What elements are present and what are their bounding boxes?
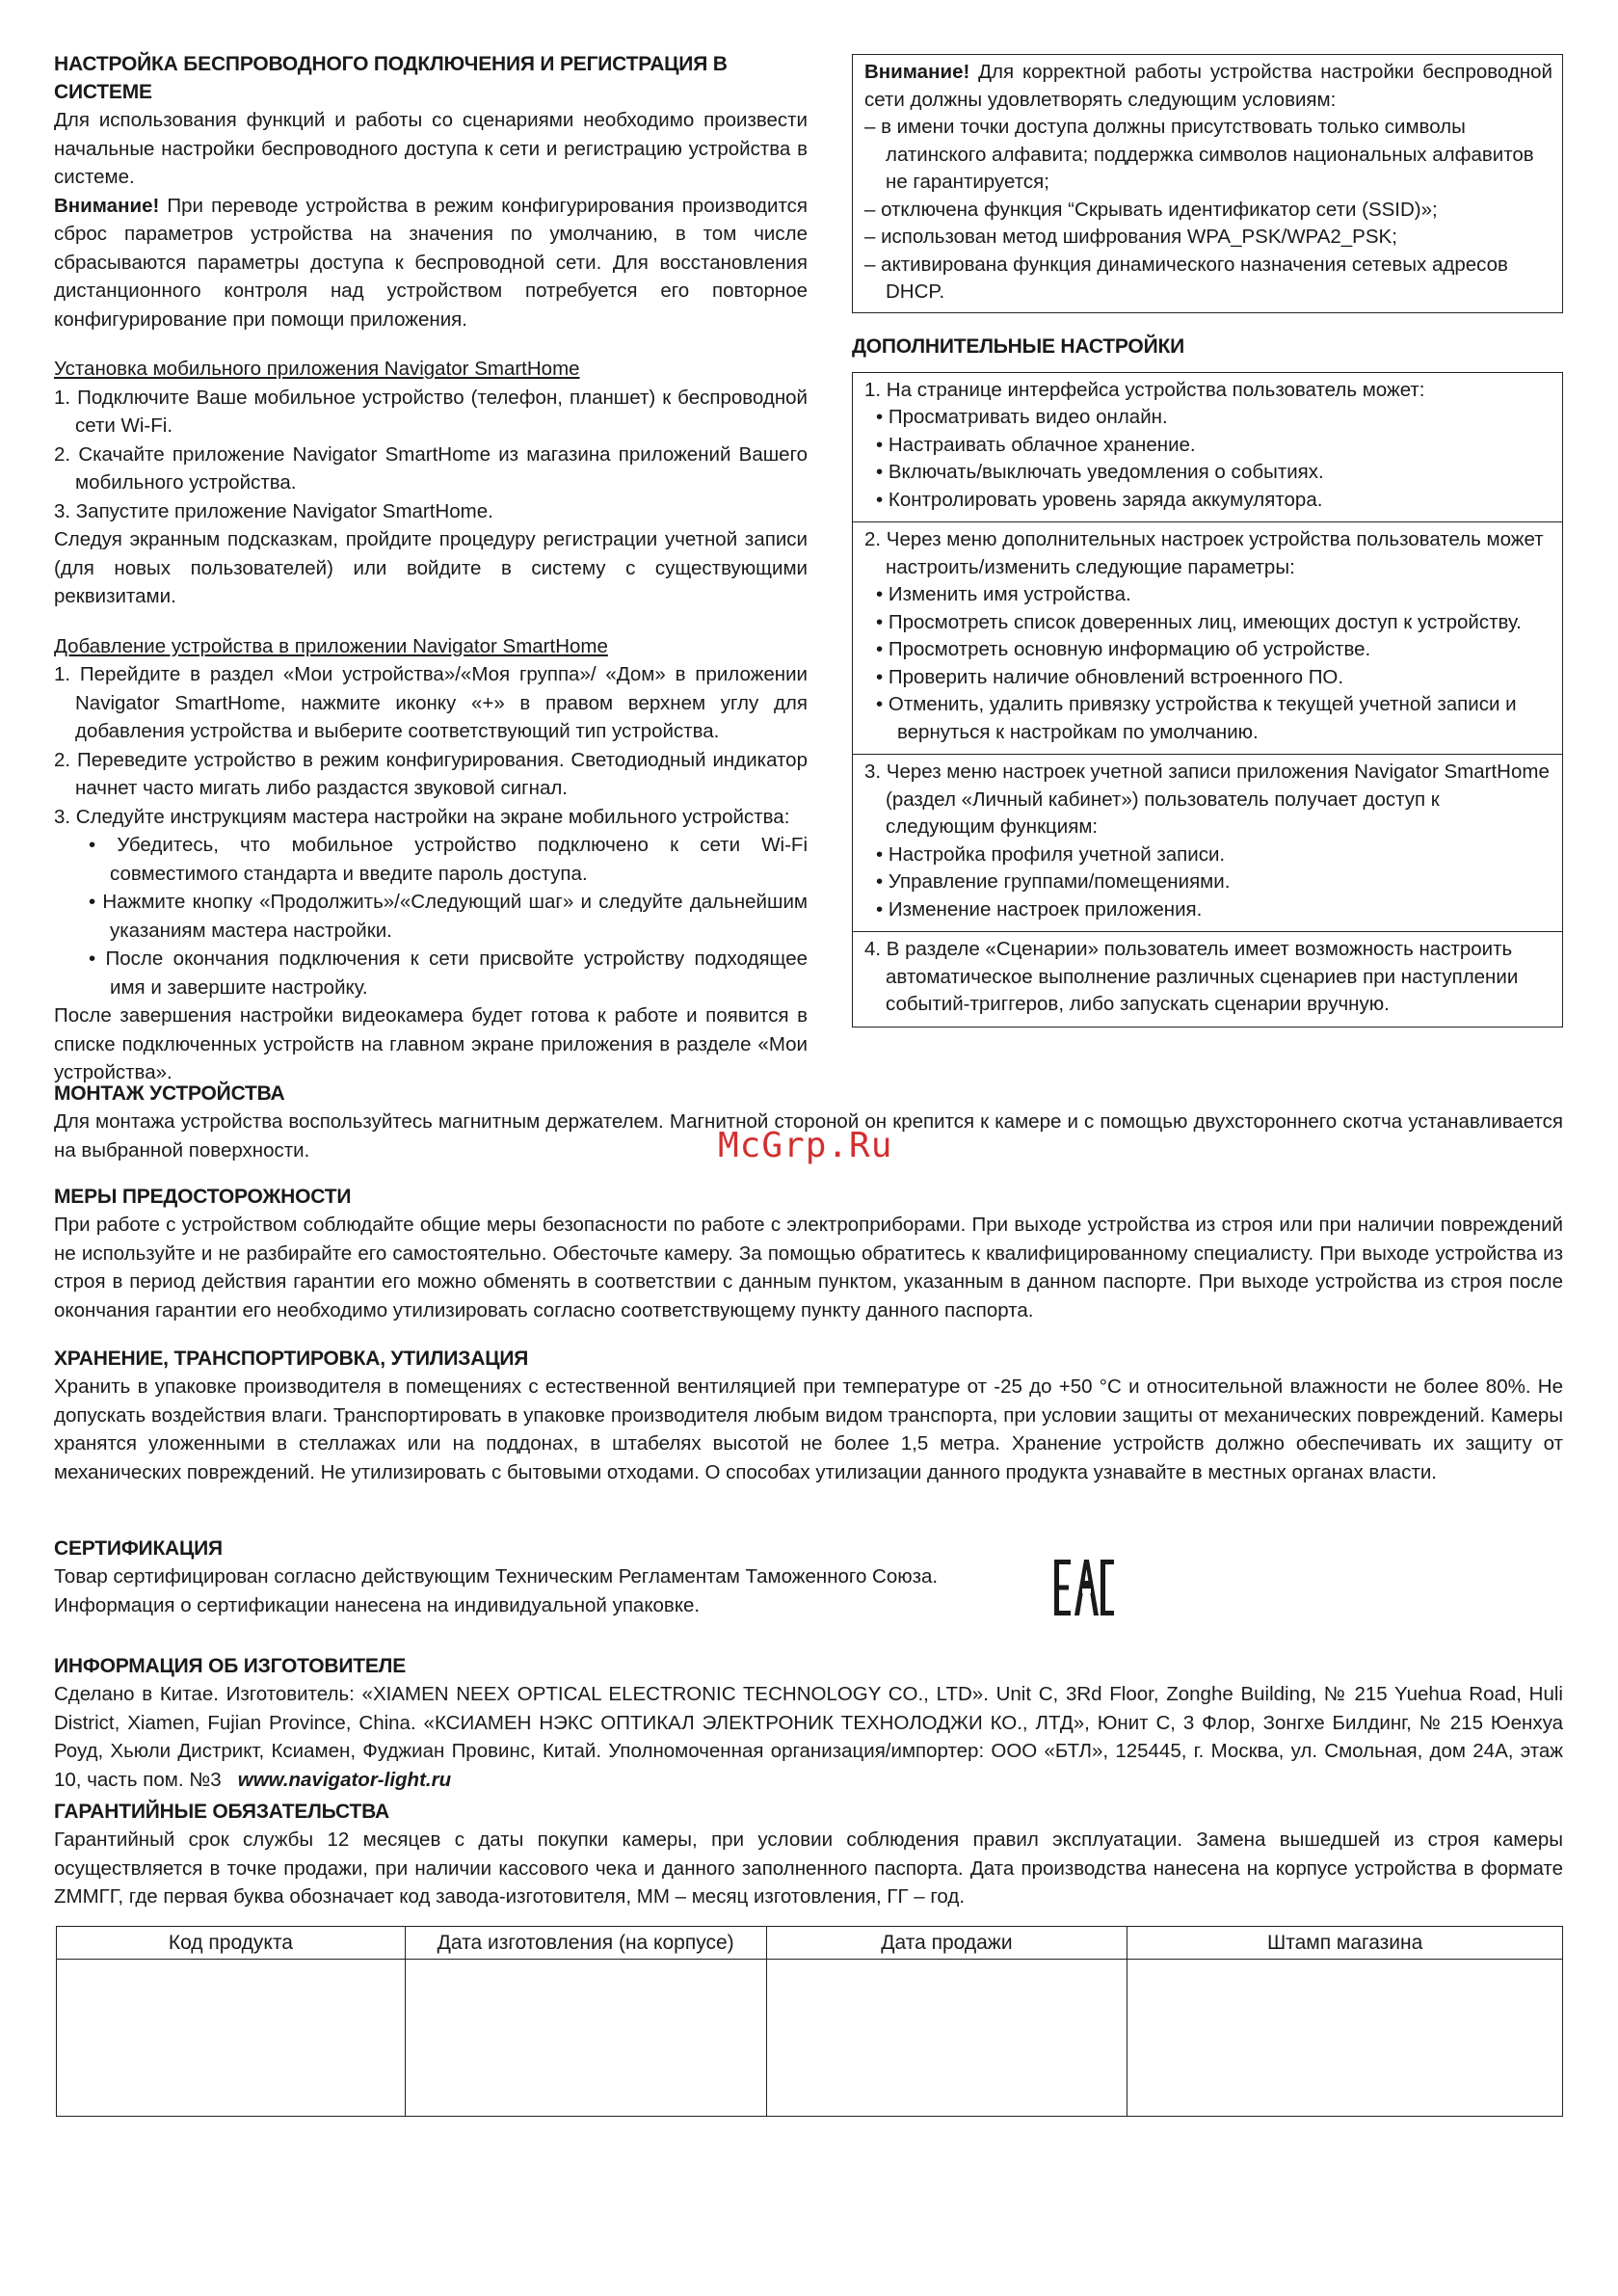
- setup-attention: [54, 192, 808, 334]
- extra-settings-list: [864, 404, 1552, 514]
- extra-settings-item: • Просмотреть основную информацию об устройстве.: [876, 638, 1371, 660]
- warranty-table-header: Дата изготовления (на корпусе): [405, 1927, 766, 1960]
- install-step: 2. Скачайте приложение Navigator SmartHome из магазина приложений Вашего мобильного устройства.: [54, 442, 808, 494]
- warranty-title: ГАРАНТИЙНЫЕ ОБЯЗАТЕЛЬСТВА: [54, 1801, 389, 1823]
- wizard-bullet: • Убедитесь, что мобильное устройство подключено к сети Wi-Fi совместимого стандарта и введите пароль доступа.: [89, 834, 808, 885]
- extra-settings-lead: 1. На странице интерфейса устройства пользователь может:: [864, 378, 1425, 401]
- safety-section: [54, 1183, 1563, 1324]
- network-condition: – в имени точки доступа должны присутствовать только символы латинского алфавита; поддержка символов национальных алфавитов не гарантируется;: [864, 116, 1534, 193]
- store-stamp-cell[interactable]: [1127, 1960, 1563, 2117]
- manufacturer-section: [54, 1652, 1563, 1794]
- cert-line-1: Товар сертифицирован согласно действующим Техническим Регламентам Таможенного Союза.: [54, 1565, 939, 1588]
- network-condition: – отключена функция “Скрывать идентификатор сети (SSID)»;: [864, 198, 1438, 221]
- warranty-table-header: Дата продажи: [766, 1927, 1127, 1960]
- safety-text: При работе с устройством соблюдайте общие меры безопасности по работе с электроприборами. При выходе устройства из строя или при наличии повреждений не используйте и не разбирайте его самостоятельно. Обесточьте камеру. За помощью обратитесь к квалифицированному специалисту. При выходе устройства из строя в период действия гарантии его можно обменять в соответствии с данным пунктом, указанным в данном паспорте. При выходе устройства из строя после окончания гарантии его необходимо утилизировать согласно соответствующему пункту данного паспорта.: [54, 1214, 1563, 1322]
- extra-settings-item: • Контролировать уровень заряда аккумулятора.: [876, 488, 1323, 511]
- extra-settings-list: [864, 581, 1552, 746]
- network-conditions: [864, 114, 1552, 307]
- watermark: McGrp.Ru: [718, 1126, 893, 1165]
- attention-label: Внимание!: [864, 61, 970, 83]
- extra-settings-item: • Изменить имя устройства.: [876, 583, 1131, 605]
- extra-settings-cell: [853, 522, 1562, 755]
- extra-settings-lead: 3. Через меню настроек учетной записи приложения Navigator SmartHome (раздел «Личный кабинет») пользователь получает доступ к следующим функциям:: [864, 761, 1550, 838]
- extra-settings-item: • Просмотреть список доверенных лиц, имеющих доступ к устройству.: [876, 610, 1522, 633]
- add-device-paragraph: После завершения настройки видеокамера будет готова к работе и появится в списке подключенных устройств на главном экране приложения в разделе «Мои устройства».: [54, 1004, 808, 1083]
- warranty-table-row: [57, 1960, 1563, 2117]
- extra-settings-item: • Управление группами/помещениями.: [876, 870, 1231, 893]
- eac-mark-icon: [1054, 1560, 1114, 1615]
- attention-text: Для корректной работы устройства настройки беспроводной сети должны удовлетворять следующим условиям:: [864, 61, 1552, 111]
- warranty-table-header: Код продукта: [57, 1927, 406, 1960]
- manufacturer-text: [54, 1680, 1563, 1794]
- install-paragraph: Следуя экранным подсказкам, пройдите процедуру регистрации учетной записи (для новых пользователей) или войдите в систему с существующими реквизитами.: [54, 528, 808, 607]
- add-device-title: Добавление устройства в приложении Navigator SmartHome: [54, 634, 608, 657]
- manufacture-date-cell[interactable]: [405, 1960, 766, 2117]
- warranty-table-header: Штамп магазина: [1127, 1927, 1563, 1960]
- extra-settings-list: [864, 841, 1552, 924]
- extra-settings-lead: 2. Через меню дополнительных настроек устройства пользователь может настроить/изменить следующие параметры:: [864, 528, 1544, 578]
- add-step: 1. Перейдите в раздел «Мои устройства»/«Моя группа»/ «Дом» в приложении Navigator SmartHome, нажмите иконку «+» в правом верхнем углу для добавления устройства и выберите соответствующий тип устройства.: [54, 663, 808, 742]
- warranty-section: [54, 1798, 1563, 1911]
- network-condition: – использован метод шифрования WPA_PSK/WPA2_PSK;: [864, 226, 1397, 248]
- product-code-cell[interactable]: [57, 1960, 406, 2117]
- extra-settings-item: • Изменение настроек приложения.: [876, 897, 1203, 921]
- right-column: [852, 54, 1563, 1028]
- attention-text: При переводе устройства в режим конфигурирования производится сброс параметров устройства на значения по умолчанию, в том числе сбрасываются параметры доступа к беспроводной сети. Для восстановления дистанционного контроля над устройством потребуется его повторное конфигурирование при помощи приложения.: [54, 194, 808, 331]
- wizard-bullets: [54, 831, 808, 1001]
- safety-title: МЕРЫ ПРЕДОСТОРОЖНОСТИ: [54, 1186, 352, 1208]
- extra-settings-item: • Проверить наличие обновлений встроенного ПО.: [876, 665, 1344, 688]
- network-attention-intro: [864, 59, 1552, 114]
- add-step: 3. Следуйте инструкциям мастера настройки на экране мобильного устройства:: [54, 805, 790, 828]
- extra-settings-cell: [853, 373, 1562, 523]
- setup-paragraph: Для использования функций и работы со сценариями необходимо произвести начальные настройки беспроводного доступа к сети и регистрацию устройства в системе.: [54, 109, 808, 188]
- wizard-bullet: • После окончания подключения к сети присвойте устройству подходящее имя и завершите настройку.: [89, 948, 808, 999]
- extra-settings-item: • Просматривать видео онлайн.: [876, 406, 1168, 428]
- network-attention-box: [852, 54, 1563, 313]
- extra-settings-item: • Включать/выключать уведомления о событиях.: [876, 461, 1324, 483]
- manufacturer-url-link[interactable]: www.navigator-light.ru: [237, 1768, 452, 1791]
- wizard-bullet: • Нажмите кнопку «Продолжить»/«Следующий шаг» и следуйте дальнейшим указаниям мастера настройки.: [89, 891, 808, 942]
- install-steps: [54, 384, 808, 526]
- extra-settings-item: • Отменить, удалить привязку устройства к текущей учетной записи и вернуться к настройкам по умолчанию.: [876, 693, 1517, 743]
- extra-settings-cell: [853, 755, 1562, 932]
- extra-settings-item: • Настраивать облачное хранение.: [876, 433, 1196, 456]
- attention-label: Внимание!: [54, 194, 160, 217]
- mount-title: МОНТАЖ УСТРОЙСТВА: [54, 1082, 285, 1105]
- setup-title: НАСТРОЙКА БЕСПРОВОДНОГО ПОДКЛЮЧЕНИЯ И РЕГИСТРАЦИЯ В СИСТЕМЕ: [54, 53, 728, 103]
- cert-section: [54, 1535, 1056, 1619]
- cert-line-2: Информация о сертификации нанесена на индивидуальной упаковке.: [54, 1593, 701, 1616]
- install-step: 1. Подключите Ваше мобильное устройство (телефон, планшет) к беспроводной сети Wi-Fi.: [54, 386, 808, 437]
- warranty-table-header-row: [57, 1927, 1563, 1960]
- add-device-steps: [54, 660, 808, 831]
- warranty-text: Гарантийный срок службы 12 месяцев с даты покупки камеры, при условии соблюдения правил эксплуатации. Замена вышедшей из строя камеры осуществляется в точке продажи, при наличии кассового чека и данного заполненного паспорта. Дата производства нанесена на корпусе устройства в формате ZMMГГ, где первая буква обозначает код завода-изготовителя, ММ – месяц изготовления, ГГ – год.: [54, 1829, 1563, 1908]
- extra-settings-title: ДОПОЛНИТЕЛЬНЫЕ НАСТРОЙКИ: [852, 334, 1184, 358]
- add-step: 2. Переведите устройство в режим конфигурирования. Светодиодный индикатор начнет часто мигать либо раздастся звуковой сигнал.: [54, 748, 808, 799]
- extra-settings-cell: [853, 932, 1562, 1027]
- left-column: [54, 50, 808, 1087]
- cert-title: СЕРТИФИКАЦИЯ: [54, 1537, 223, 1560]
- extra-settings-item: • Настройка профиля учетной записи.: [876, 842, 1226, 866]
- warranty-table: [56, 1926, 1563, 2117]
- mount-text: Для монтажа устройства воспользуйтесь магнитным держателем. Магнитной стороной он крепится к камере и с помощью двухстороннего скотча устанавливается на выбранной поверхности.: [54, 1110, 1563, 1161]
- sale-date-cell[interactable]: [766, 1960, 1127, 2117]
- manufacturer-address: Сделано в Китае. Изготовитель: «XIAMEN NEEX OPTICAL ELECTRONIC TECHNOLOGY CO., LTD». Unit C, 3Rd Floor, Zonghe Building, № 215 Yuehua Road, Huli District, Xiamen, Fujian Province, China. «КСИАМЕН НЭКС ОПТИКАЛ ЭЛЕКТРОНИК ТЕХНОЛОДЖИ КО., ЛТД», Юнит С, 3 Флор, Зонгхе Билдинг, № 215 Юенхуа Роуд, Хьюли Дистрикт, Ксиамен, Фуджиан Провинс, Китай. Уполномоченная организация/импортер: ООО «БТЛ», 125445, г. Москва, ул. Смольная, дом 24А, этаж 10, часть пом. №3: [54, 1683, 1563, 1791]
- manufacturer-title: ИНФОРМАЦИЯ ОБ ИЗГОТОВИТЕЛЕ: [54, 1655, 407, 1677]
- extra-settings-table: [852, 372, 1563, 1028]
- extra-settings-lead: 4. В разделе «Сценарии» пользователь имеет возможность настроить автоматическое выполнение различных сценариев при наступлении событий-триггеров, либо запускать сценарии вручную.: [864, 938, 1519, 1015]
- storage-section: [54, 1345, 1563, 1486]
- storage-title: ХРАНЕНИЕ, ТРАНСПОРТИРОВКА, УТИЛИЗАЦИЯ: [54, 1348, 529, 1370]
- storage-text: Хранить в упаковке производителя в помещениях с естественной вентиляцией при температуре от -25 до +50 °C и относительной влажности не более 80%. Не допускать воздействия влаги. Транспортировать в упаковке производителя любым видом транспорта, при условии защиты от механических повреждений. Камеры хранятся уложенными в стеллажах или на поддонах, в штабелях высотой не более 1,5 метра. Хранение устройств должно обеспечивать их защиту от механических повреждений. Не утилизировать с бытовыми отходами. О способах утилизации данного продукта узнавайте в местных органах власти.: [54, 1375, 1563, 1483]
- install-title: Установка мобильного приложения Navigator SmartHome: [54, 358, 580, 380]
- network-condition: – активирована функция динамического назначения сетевых адресов DHCP.: [864, 253, 1508, 303]
- install-step: 3. Запустите приложение Navigator SmartHome.: [54, 499, 493, 522]
